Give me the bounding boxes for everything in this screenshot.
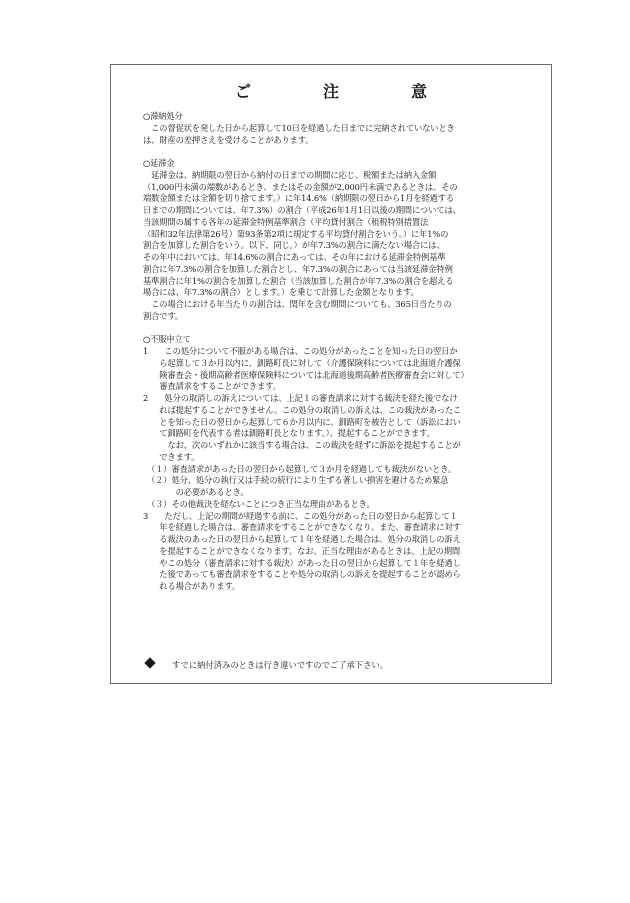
section-heading-late-fee: ○延滞金 [143, 158, 175, 168]
text-line: できます。 [143, 451, 200, 462]
text-line: ら起算して３か月以内に、釧路町長に対して（介護保険料については北海道介護保 [143, 357, 461, 368]
text-line: を提起することができなくなります。なお、正当な理由があるときは、上記の期間 [143, 545, 461, 556]
text-line: れば提起することができません。この処分の取消しの訴えは、この裁決があったこ [143, 404, 462, 415]
objection-body [143, 346, 535, 593]
text-line: （３）その他裁決を経ないことにつき正当な理由があるとき。 [143, 498, 375, 509]
text-line: この督促状を発した日から起算して10日を経過した日までに完納されていないとき [143, 122, 455, 133]
text-line: その年中においては、年14.6%の割合にあっては、その年における延滞金特例基準 [143, 252, 446, 262]
text-line: 2 処分の取消しの訴えについては、上記１の審査請求に対する裁決を経た後でなけ [143, 393, 458, 403]
text-line: 場合には、年7.3%の割合）とします。）を乗じて計算した金額となります。 [143, 287, 419, 298]
text-line: 基準割合に年1%の割合を加算した割合（当該加算した割合が年7.3%の割合を超える [143, 275, 454, 286]
text-line: 割合を加算した割合をいう。以下、同じ。）が年7.3%の割合に満たない場合には、 [143, 240, 445, 251]
text-line: た後であっても審査請求をすることや処分の取消しの訴えを提起することが認めら [143, 569, 461, 580]
text-line: 年を経過した場合は、審査請求をすることができなくなり、また、審査請求に対す [143, 522, 461, 533]
text-line: 険審査会・後期高齢者医療保険料については北海道後期高齢者医療審査会に対して） [143, 369, 469, 380]
text-line: れる場合があります。 [143, 581, 241, 591]
text-line: は、財産の差押さえを受けることがあります。 [143, 134, 314, 145]
text-line: とを知った日の翌日から起算して６か月以内に、釧路町を被告として（訴訟におい [143, 416, 461, 427]
text-line: の必要があるとき。 [143, 487, 249, 497]
text-line: やこの処分（審査請求に対する裁決）があった日の翌日から起算して１年を経過し [143, 557, 461, 568]
notice-content [143, 111, 535, 593]
text-line: 延滞金は、納期限の翌日から納付の日までの期間に応じ、税額または納入金額 [143, 169, 437, 180]
text-line: この場合における年当たりの割合は、閏年を含む期間についても、365日当たりの [143, 299, 452, 309]
text-line: 1 この処分について不服がある場合は、この処分があったことを知った日の翌日か [143, 346, 458, 356]
text-line: 審査請求をすることができます。 [143, 381, 281, 392]
text-line: る裁決のあった日の翌日から起算して１年を経過した場合は、処分の取消しの訴え [143, 534, 461, 544]
notice-box [110, 64, 552, 684]
text-line: （昭和32年法律第26号）第93条第2項に規定する平均貸付割合をいう。）に年1%の [143, 228, 449, 239]
delinquency-body [143, 123, 535, 147]
text-line: 端数金額または全額を切り捨てます。）に年14.6%（納期限の翌日から1月を経過する [143, 193, 455, 204]
diamond-icon [144, 657, 155, 668]
text-line: （１）審査請求があった日の翌日から起算して３か月を経過しても裁決がないとき。 [143, 463, 457, 474]
text-line: 日までの期間については、年7.3%）の割合（平成26年1月1日以後の期間については、 [143, 205, 461, 215]
text-line: （1,000円未満の端数があるとき、またはその金額が2,000円未満であるときは、その [143, 181, 458, 192]
text-line: なお、次のいずれかに該当する場合は、この裁決を経ずに訴訟を提起することが [143, 440, 461, 450]
text-line: 3 ただし、上記の期間が経過する前に、この処分があった日の翌日から起算して１ [143, 510, 458, 521]
section-heading-objection: ○不服申立て [143, 334, 191, 345]
text-line: て釧路町を代表する者は釧路町長となります。）、提起することができます。 [143, 428, 435, 439]
section-heading-delinquency: ○滞納処分 [143, 111, 183, 121]
text-line: 当該期間の属する各年の延滞金特例基準割合（平均貸付割合（租税特別措置法 [143, 216, 429, 227]
footer-note-text: すでに納付済みのときは行き違いですのでご了承下さい。 [172, 660, 388, 670]
footer-note [146, 659, 388, 671]
text-line: （２）処分、処分の執行又は手続の続行により生ずる著しい損害を避けるため緊急 [143, 475, 449, 486]
page-title: ご 注 意 [234, 82, 455, 101]
text-line: 割合です。 [143, 310, 184, 321]
late-fee-body [143, 170, 535, 323]
text-line: 割合に年7.3%の割合を加算した割合とし、年7.3%の割合にあっては当該延滞金特例 [143, 263, 453, 274]
